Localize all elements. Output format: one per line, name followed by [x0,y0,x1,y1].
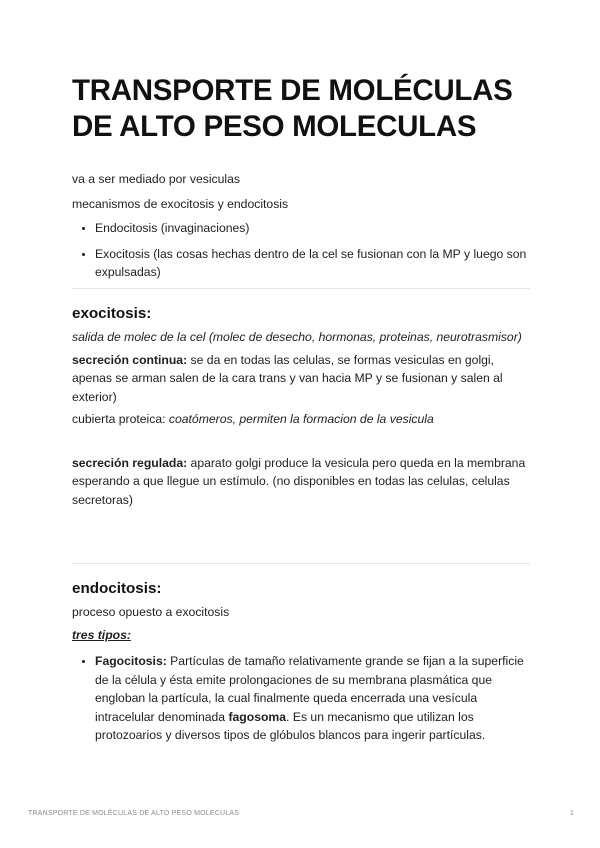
tres-tipos-line [72,626,530,645]
cubierta-proteica-paragraph [72,410,530,429]
secrecion-continua-text: se da en todas las celulas, se formas vesiculas en golgi, apenas se arman salen de la cara trans y van hacia MP y se fusionan y salen al exterior) [72,352,503,404]
endocitosis-types-list [72,652,530,745]
page-title: TRANSPORTE DE MOLÉCULAS DE ALTO PESO MOLECULAS [72,74,513,143]
fagosoma-term: fagosoma [228,709,287,724]
page-number: 1 [569,810,574,817]
intro-line-1: va a ser mediado por vesiculas [72,172,241,186]
endocitosis-section [72,579,530,752]
secrecion-regulada-paragraph [72,454,530,510]
secrecion-regulada-label: secreción regulada: [72,455,188,470]
fagocitosis-label: Fagocitosis: [95,654,167,668]
exocitosis-section [72,304,530,509]
secrecion-continua-paragraph [72,351,530,407]
section-divider [72,288,530,289]
intro-line-2: mecanismos de exocitosis y endocitosis [72,196,289,211]
secrecion-continua-label: secreción continua: [72,352,188,367]
page-footer [28,810,574,817]
cubierta-proteica-text: coatómeros, permiten la formacion de la vesicula [168,412,434,426]
footer-title: TRANSPORTE DE MOLÉCULAS DE ALTO PESO MOLECULAS [28,810,240,817]
exocitosis-heading: exocitosis: [72,305,152,322]
intro-bullet-list [72,219,530,282]
list-item: • Endocitosis (invaginaciones) [95,219,530,238]
exocitosis-description: salida de molec de la cel (molec de desecho, hormonas, proteinas, neurotrasmisor) [72,330,522,344]
fagocitosis-text: Partículas de tamaño relativamente grande se fijan a la superficie de la célula y ésta emite prolongaciones de su membrana plasmática que engloban la partícula, la cual finalmente queda encerrada una vesícula intracelular denominada [95,654,524,724]
tres-tipos-label: tres tipos: [72,627,131,642]
section-divider [72,563,530,564]
fagocitosis-text-end: . Es un mecanismo que utilizan los protozoarios y diversos tipos de glóbulos blancos para ingerir partículas. [95,709,486,742]
endocitosis-description: proceso opuesto a exocitosis [72,605,230,619]
intro-section [72,170,530,289]
cubierta-proteica-label: cubierta proteica: [72,412,169,426]
secrecion-regulada-text: aparato golgi produce la vesicula pero queda en la membrana esperando a que llegue un estímulo. (no disponibles en todas las celulas, celulas secretoras) [72,455,526,507]
list-item [95,652,530,745]
list-item: • Exocitosis (las cosas hechas dentro de la cel se fusionan con la MP y luego son expulsadas) [95,245,530,282]
endocitosis-heading: endocitosis: [72,580,162,597]
